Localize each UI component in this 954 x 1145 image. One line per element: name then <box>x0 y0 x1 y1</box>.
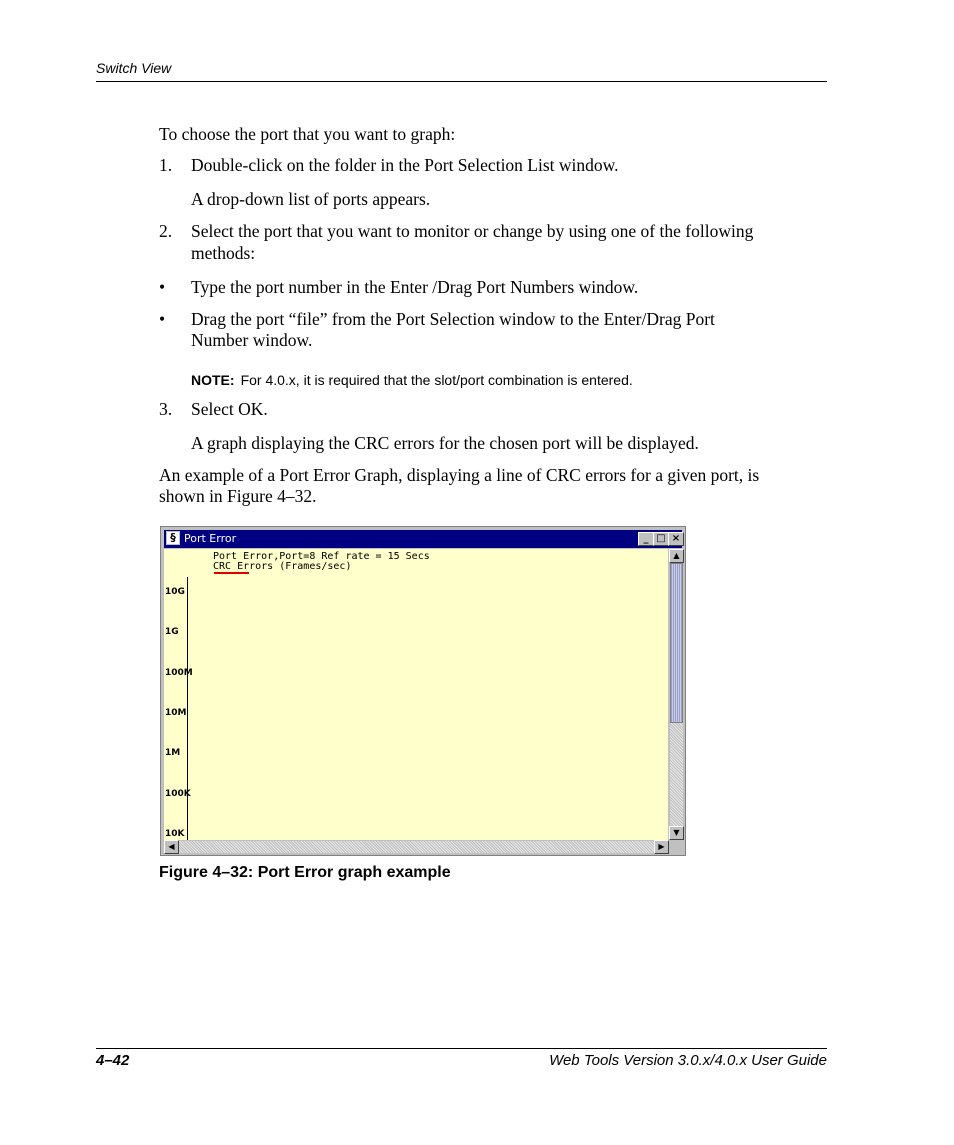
note <box>191 372 633 388</box>
running-head: Switch View <box>96 60 172 76</box>
step2-text-line2: methods: <box>191 243 256 263</box>
y-tick-label: 10G <box>165 587 185 597</box>
vertical-scroll-thumb[interactable] <box>670 563 683 723</box>
note-text: For 4.0.x, it is required that the slot/port combination is entered. <box>240 372 633 388</box>
y-tick-label: 100K <box>165 788 191 799</box>
y-axis <box>187 577 188 840</box>
graph-title <box>213 552 430 572</box>
scroll-left-button[interactable]: ◀ <box>164 840 179 854</box>
graph-title-line1: Port Error,Port=8 Ref rate = 15 Secs <box>213 551 430 562</box>
y-tick-label: 100M <box>165 667 193 678</box>
y-tick-label: 1M <box>165 748 181 759</box>
horizontal-scroll-track[interactable] <box>178 841 654 853</box>
bullet2-text-line1: Drag the port “file” from the Port Selection window to the Enter/Drag Port <box>191 309 715 329</box>
step1-text: Double-click on the folder in the Port Selection List window. <box>191 155 619 175</box>
y-tick-label: 10M <box>165 707 187 718</box>
step3-text: Select OK. <box>191 399 268 419</box>
step2-text-line1: Select the port that you want to monitor or change by using one of the following <box>191 221 754 241</box>
vertical-scrollbar[interactable] <box>669 549 684 841</box>
step1-result: A drop-down list of ports appears. <box>191 189 431 209</box>
port-error-window <box>160 526 686 856</box>
page-number: 4–42 <box>96 1052 130 1069</box>
figure-caption: Figure 4–32: Port Error graph example <box>159 864 451 881</box>
series-legend-swatch <box>214 572 249 574</box>
graph-title-line2: CRC Errors (Frames/sec) <box>213 561 352 572</box>
example-text-line1: An example of a Port Error Graph, displaying a line of CRC errors for a given port, is <box>159 465 760 485</box>
horizontal-scrollbar[interactable] <box>164 840 669 854</box>
y-tick-label: 1G <box>165 627 179 638</box>
window-title: Port Error <box>184 532 237 545</box>
bullet1-text: Type the port number in the Enter /Drag Port Numbers window. <box>191 277 639 297</box>
java-app-icon: § <box>166 531 180 545</box>
step3-number: 3. <box>159 399 173 419</box>
step1-number: 1. <box>159 155 173 175</box>
scroll-right-button[interactable]: ▶ <box>654 840 669 854</box>
bullet1-marker: • <box>159 277 166 297</box>
guide-title: Web Tools Version 3.0.x/4.0.x User Guide <box>549 1052 827 1069</box>
minimize-button[interactable]: _ <box>638 532 654 546</box>
scroll-up-button[interactable]: ▲ <box>669 549 684 563</box>
header-rule <box>96 81 827 82</box>
note-label: NOTE: <box>191 372 235 388</box>
close-button[interactable]: × <box>668 532 684 546</box>
maximize-button[interactable]: □ <box>653 532 669 546</box>
footer-rule <box>96 1048 827 1049</box>
step2-number: 2. <box>159 221 173 241</box>
window-titlebar[interactable] <box>164 530 682 548</box>
step3-result: A graph displaying the CRC errors for the chosen port will be displayed. <box>191 433 699 453</box>
intro-text: To choose the port that you want to graph: <box>159 124 456 144</box>
graph-area <box>164 549 668 840</box>
bullet2-marker: • <box>159 309 166 329</box>
example-text-line2: shown in Figure 4–32. <box>159 486 317 506</box>
scroll-down-button[interactable]: ▼ <box>669 826 684 840</box>
bullet2-text-line2: Number window. <box>191 330 313 350</box>
y-tick-label: 10K <box>165 828 185 839</box>
